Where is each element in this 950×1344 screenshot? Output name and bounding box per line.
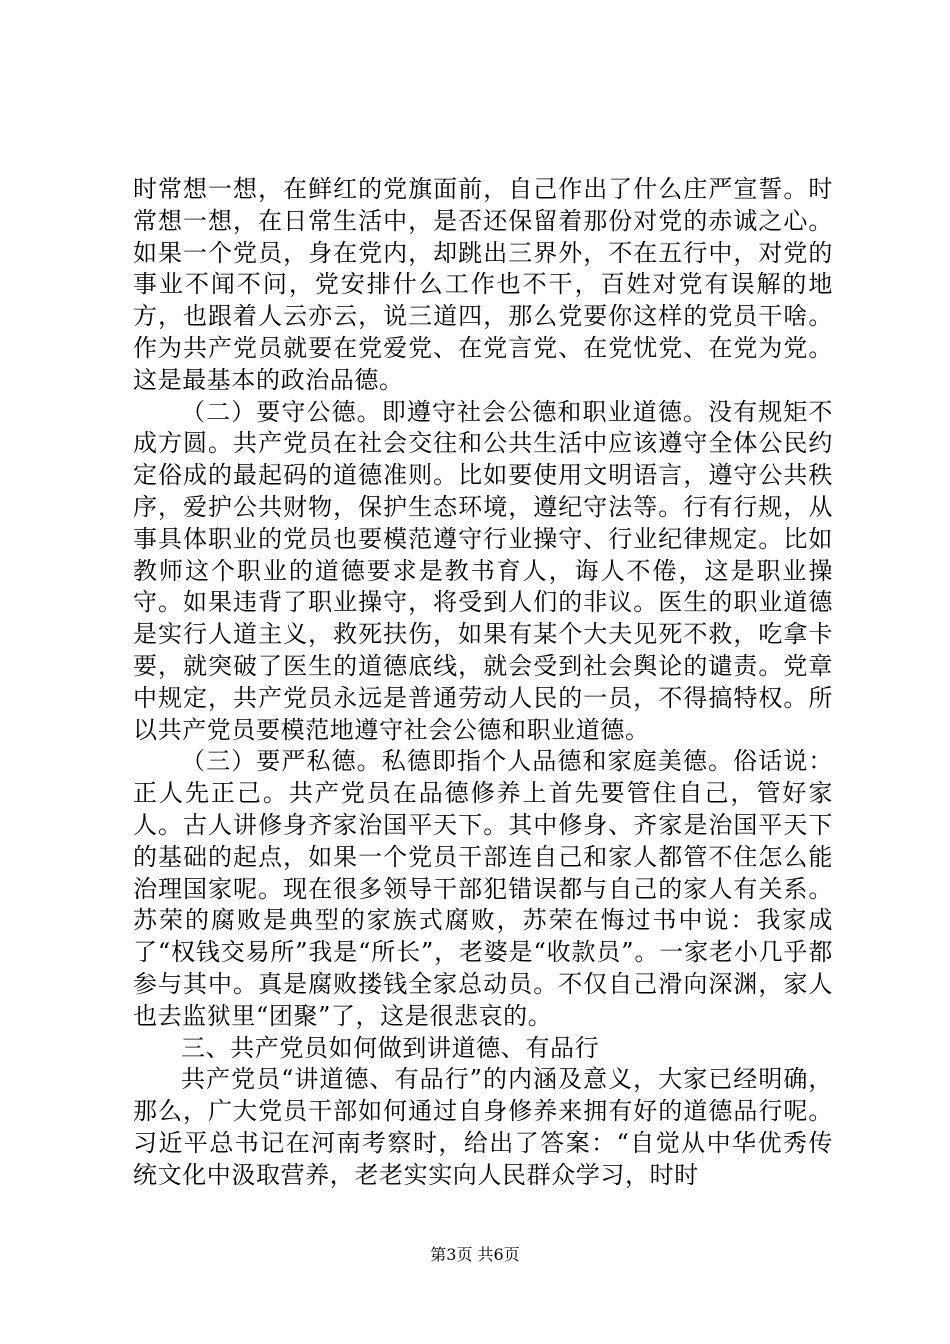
document-body	[133, 174, 833, 1192]
page-number-footer: 第3页 共6页	[430, 1245, 520, 1264]
paragraph-how-to-achieve: 共产党员“讲道德、有品行”的内涵及意义，大家已经明确，那么，广大党员干部如何通过自身修养来拥有好的道德品行呢。习近平总书记在河南考察时，给出了答案：“自觉从中华优秀传统文化中汲取营养，老老实实向人民群众学习，时时	[133, 1065, 833, 1189]
section-heading-three: 三、共产党员如何做到讲道德、有品行	[181, 1033, 600, 1062]
paragraph-private-morality: （三）要严私德。私德即指个人品德和家庭美德。俗话说：正人先正己。共产党员在品德修养上首先要管住自己，管好家人。古人讲修身齐家治国平天下。其中修身、齐家是治国平天下的基础的起点，如果一个党员干部连自己和家人都管不住怎么能治理国家呢。现在很多领导干部犯错误都与自己的家人有关系。苏荣的腐败是典型的家族式腐败，苏荣在悔过书中说：我家成了“权钱交易所”我是“所长”，老婆是“收款员”。一家老小几乎都参与其中。真是腐败搂钱全家总动员。不仅自己滑向深渊，家人也去监狱里“团聚”了，这是很悲哀的。	[133, 747, 833, 1030]
paragraph-public-morality: （二）要守公德。即遵守社会公德和职业道德。没有规矩不成方圆。共产党员在社会交往和公共生活中应该遵守全体公民约定俗成的最起码的道德准则。比如要使用文明语言，遵守公共秩序，爱护公共财物，保护生态环境，遵纪守法等。行有行规，从事具体职业的党员也要模范遵守行业操守、行业纪律规定。比如教师这个职业的道德要求是教书育人，诲人不倦，这是职业操守。如果违背了职业操守，将受到人们的非议。医生的职业道德是实行人道主义，救死扶伤，如果有某个大夫见死不救，吃拿卡要，就突破了医生的道德底线，就会受到社会舆论的谴责。党章中规定，共产党员永远是普通劳动人民的一员，不得搞特权。所以共产党员要模范地遵守社会公德和职业道德。	[133, 397, 833, 744]
paragraph-political-virtue: 时常想一想，在鲜红的党旗面前，自己作出了什么庄严宣誓。时常想一想，在日常生活中，是否还保留着那份对党的赤诚之心。如果一个党员，身在党内，却跳出三界外，不在五行中，对党的事业不闻不问，党安排什么工作也不干，百姓对党有误解的地方，也跟着人云亦云，说三道四，那么党要你这样的党员干啥。作为共产党员就要在党爱党、在党言党、在党忧党、在党为党。这是最基本的政治品德。	[133, 175, 833, 394]
